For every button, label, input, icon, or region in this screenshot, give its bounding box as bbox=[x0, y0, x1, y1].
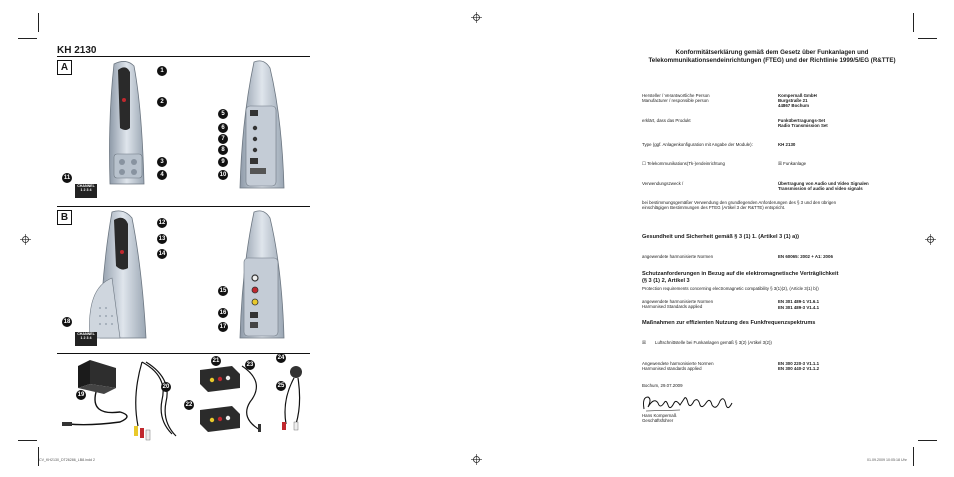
spectrum-norm-value1: EN 300 220-3 V1.1.1 bbox=[778, 361, 820, 366]
signer-name: Hans Kompernaß bbox=[642, 413, 677, 418]
crop-mark bbox=[913, 13, 914, 32]
channel-numbers: 1 2 3 4 bbox=[80, 188, 92, 192]
channel-badge bbox=[75, 332, 97, 346]
audio-cable-illustration bbox=[236, 362, 272, 434]
type-value: KH 2130 bbox=[778, 142, 796, 147]
place-date: Bochum, 29.07.2009 bbox=[642, 383, 683, 388]
callout-17: 17 bbox=[219, 324, 227, 330]
purpose-de: Übertragung von Audio und Video Signalen bbox=[778, 181, 869, 186]
transmitter-back-illustration bbox=[228, 208, 292, 342]
footer-file-slug: CV_KH2130_DT26286_LB8.indd 2 bbox=[39, 458, 95, 462]
declaration-title-line2: Telekommunikationsendeinrichtungen (FTEG) und der Richtlinie 1999/5/EG (R&TTE) bbox=[648, 57, 896, 64]
callout-3: 3 bbox=[157, 157, 167, 167]
emc-subtitle: Protection requirements concerning electromagnetic compatibility § 3(1)(2), (Article 3(1) b)) bbox=[642, 286, 819, 291]
callout-13: 13 bbox=[158, 236, 166, 242]
callout-22: 22 bbox=[185, 402, 193, 408]
cinch-cable-illustration bbox=[272, 360, 312, 434]
callout-8: 8 bbox=[218, 145, 228, 155]
model-title: KH 2130 bbox=[57, 45, 97, 56]
callout-7: 7 bbox=[218, 134, 228, 144]
power-adapter-illustration bbox=[60, 356, 138, 432]
emc-norm-label-de: angewendete harmonisierte Normen bbox=[642, 299, 714, 304]
spectrum-checkbox: ☒ bbox=[642, 340, 646, 345]
crop-mark bbox=[918, 38, 937, 39]
callout-20: 20 bbox=[162, 384, 170, 390]
type-label: Type (ggf. Anlagenkonfiguration mit Angabe der Module): bbox=[642, 142, 753, 147]
callout-19: 19 bbox=[77, 392, 85, 398]
callout-14: 14 bbox=[158, 251, 166, 257]
callout-9: 9 bbox=[218, 157, 228, 167]
section-a-label: A bbox=[57, 60, 72, 75]
signature-image bbox=[640, 393, 740, 415]
crop-mark bbox=[18, 440, 37, 441]
callout-15: 15 bbox=[219, 288, 227, 294]
callout-5: 5 bbox=[218, 109, 228, 119]
spectrum-norm-label-en: Harmonised standards applied bbox=[642, 366, 702, 371]
registration-mark-icon bbox=[471, 454, 482, 465]
callout-23: 23 bbox=[246, 362, 254, 368]
health-norm-value: EN 60065: 2002 + A1: 2006 bbox=[778, 254, 833, 259]
crop-mark bbox=[918, 440, 937, 441]
spectrum-text: Luftschnittstelle bei Funkanlagen gemäß § 3(2) (Artikel 3(2)) bbox=[655, 340, 772, 345]
channel-numbers: 1 2 3 4 bbox=[80, 336, 92, 340]
telecom-checkbox: ☐ Telekommunikations(Tk-)endeinrichtung bbox=[642, 161, 725, 166]
registration-mark-icon bbox=[925, 234, 936, 245]
product-en: Radio Transmission Set bbox=[778, 123, 828, 128]
crop-mark bbox=[38, 13, 39, 32]
section-rule bbox=[57, 206, 310, 207]
callout-6: 6 bbox=[218, 123, 228, 133]
declares-label: erklärt, dass das Produkt bbox=[642, 118, 691, 123]
product-de: Funkübertragungs-Set bbox=[778, 118, 826, 123]
health-heading: Gesundheit und Sicherheit gemäß § 3 (1) 1. (Artikel 3 (1) a)) bbox=[642, 234, 799, 240]
av-cable-illustration bbox=[128, 356, 182, 442]
purpose-label: Verwendungszweck / bbox=[642, 181, 684, 186]
signer-title: Geschäftsführer bbox=[642, 418, 674, 423]
emc-norm-label-en: Harmonised Standards applied bbox=[642, 304, 703, 309]
manufacturer-name: Kompernaß GmbH bbox=[778, 93, 817, 98]
callout-2: 2 bbox=[157, 97, 167, 107]
health-norm-label: angewendete harmonisierte Normen bbox=[642, 254, 714, 259]
receiver-back-illustration bbox=[228, 58, 292, 192]
emc-norm-value1: EN 301 489-1 V1.6.1 bbox=[778, 299, 820, 304]
crop-mark bbox=[913, 447, 914, 466]
declaration-title-line1: Konformitätserklärung gemäß dem Gesetz über Funkanlagen und bbox=[675, 49, 869, 56]
footer-date-slug: 01.09.2009 10:05:18 Uhr bbox=[867, 458, 907, 462]
transmitter-front-illustration bbox=[80, 208, 160, 342]
channel-label: CHANNEL bbox=[77, 184, 95, 188]
compliance-line2: einschlägigen Bestimmungen des FTEG (Artikel 3 der R&TTE) entspricht. bbox=[642, 205, 786, 210]
crop-mark bbox=[18, 38, 37, 39]
channel-badge bbox=[75, 184, 97, 198]
emc-heading-line2: (§ 3 (1) 2, Artikel 3 bbox=[642, 278, 690, 284]
registration-mark-icon bbox=[20, 234, 31, 245]
registration-mark-icon bbox=[471, 12, 482, 23]
purpose-en: Transmission of audio and video signals bbox=[778, 186, 863, 191]
manufacturer-city: 44867 Bochum bbox=[778, 103, 809, 108]
receiver-front-illustration bbox=[100, 58, 160, 190]
radio-checkbox: ☒ Funkanlage bbox=[778, 161, 807, 166]
manufacturer-label-en: Manufacturer / responsible person bbox=[642, 98, 709, 103]
callout-21: 21 bbox=[212, 358, 220, 364]
callout-10: 10 bbox=[219, 172, 227, 178]
emc-norm-value2: EN 301 489-3 V1.4.1 bbox=[778, 305, 820, 310]
manufacturer-label-de: Hersteller / Verantwortliche Person bbox=[642, 93, 710, 98]
section-rule bbox=[57, 353, 310, 354]
callout-11: 11 bbox=[63, 175, 71, 181]
section-b-label: B bbox=[57, 210, 72, 225]
spectrum-norm-label-de: Angewendete harmonisierte Normen bbox=[642, 361, 714, 366]
manufacturer-street: Burgstraße 21 bbox=[778, 98, 808, 103]
callout-24: 24 bbox=[277, 355, 285, 361]
callout-25: 25 bbox=[277, 383, 285, 389]
crop-mark bbox=[38, 447, 39, 466]
channel-label: CHANNEL bbox=[77, 332, 95, 336]
spectrum-heading: Maßnahmen zur effizienten Nutzung des Funkfrequenzspektrums bbox=[642, 320, 816, 326]
compliance-line1: bei bestimmungsgemäßer Verwendung den grundlegenden Anforderungen des § 3 und den übrigen bbox=[642, 200, 837, 205]
callout-18: 18 bbox=[63, 319, 71, 325]
callout-12: 12 bbox=[158, 220, 166, 226]
callout-1: 1 bbox=[157, 66, 167, 76]
section-rule bbox=[57, 56, 310, 57]
callout-16: 16 bbox=[219, 310, 227, 316]
spectrum-norm-value2: EN 300 440-2 V1.1.2 bbox=[778, 366, 820, 371]
emc-heading-line1: Schutzanforderungen in Bezug auf die elektromagnetische Verträglichkeit bbox=[642, 271, 839, 277]
callout-4: 4 bbox=[157, 170, 167, 180]
